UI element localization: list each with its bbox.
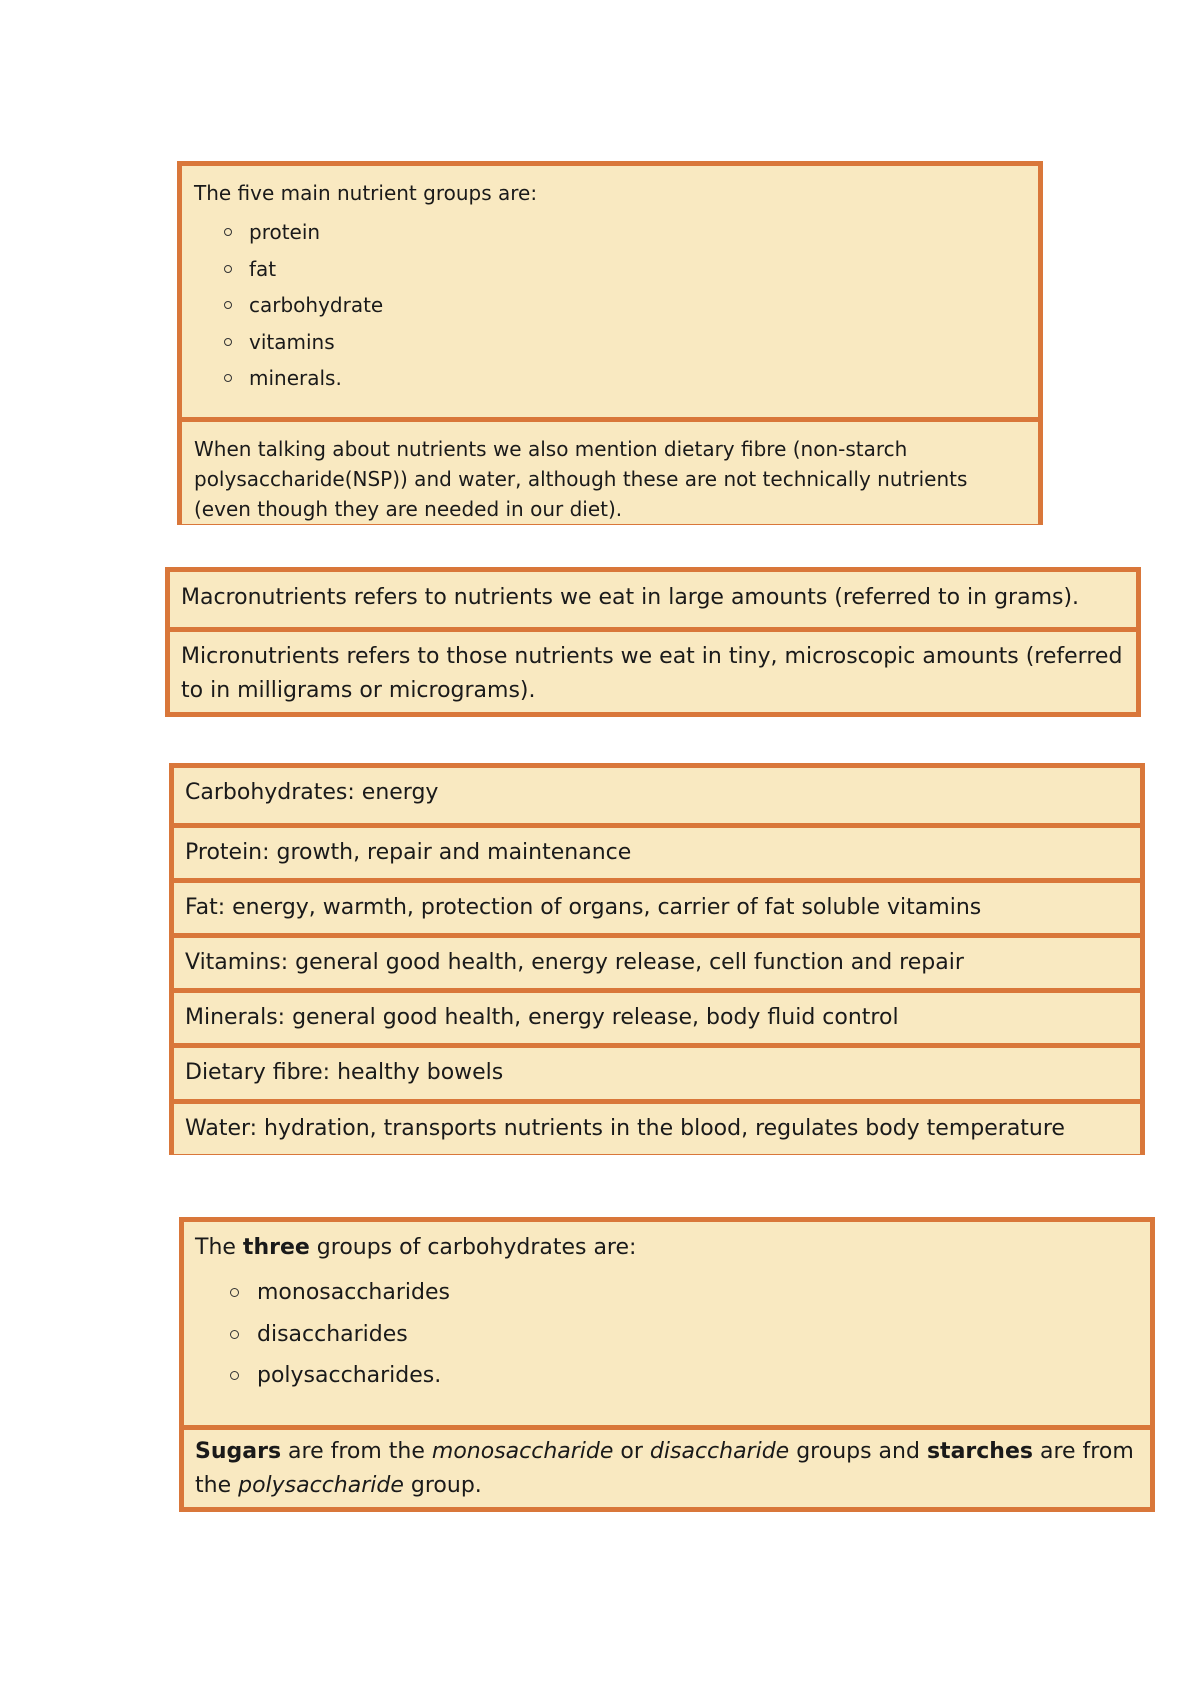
list-item: polysaccharides. (195, 1355, 1139, 1397)
note-text: or (613, 1439, 650, 1464)
sugars-term: Sugars (195, 1439, 282, 1464)
list-item: protein (194, 214, 1026, 251)
carbohydrate-groups-intro (195, 1230, 1139, 1266)
nutrient-groups-list (194, 214, 1026, 397)
note-text: group. (403, 1473, 482, 1498)
macro-micro-box (165, 567, 1141, 717)
carbohydrate-groups-list (195, 1272, 1139, 1397)
macronutrients-text: Macronutrients refers to nutrients we eat in large amounts (referred to in grams). (181, 585, 1080, 610)
polysaccharide-term: polysaccharide (238, 1473, 404, 1498)
intro-text: groups of carbohydrates are: (309, 1235, 637, 1260)
list-item: monosaccharides (195, 1272, 1139, 1314)
function-row: Fat: energy, warmth, protection of organs, carrier of fat soluble vitamins (174, 878, 1140, 933)
note-text: are from the (281, 1439, 432, 1464)
sugars-starches-note (195, 1435, 1139, 1503)
function-row: Minerals: general good health, energy release, body fluid control (174, 988, 1140, 1043)
list-item: fat (194, 251, 1026, 288)
function-row: Vitamins: general good health, energy release, cell function and repair (174, 933, 1140, 988)
list-item: disaccharides (195, 1314, 1139, 1356)
intro-text: The (195, 1235, 243, 1260)
starches-term: starches (926, 1439, 1033, 1464)
macronutrients-cell (170, 572, 1136, 627)
function-row: Dietary fibre: healthy bowels (174, 1043, 1140, 1098)
nutrient-note-cell (182, 417, 1038, 524)
note-text: groups and (789, 1439, 927, 1464)
function-row: Protein: growth, repair and maintenance (174, 823, 1140, 878)
intro-bold: three (242, 1235, 310, 1260)
sugars-starches-cell (184, 1425, 1150, 1503)
micronutrients-cell (170, 627, 1136, 708)
monosaccharide-term: monosaccharide (431, 1439, 614, 1464)
nutrient-note: When talking about nutrients we also mention dietary fibre (non-starch polysaccharide(NSP)) and water, although these are not technically nutrients (even though they are needed in our diet). (194, 437, 968, 521)
list-item: vitamins (194, 324, 1026, 361)
disaccharide-term: disaccharide (649, 1439, 790, 1464)
micronutrients-text: Micronutrients refers to those nutrients we eat in tiny, microscopic amounts (referred to in milligrams or micrograms). (181, 644, 1123, 703)
function-row: Carbohydrates: energy (174, 768, 1140, 823)
carbohydrate-groups-cell (184, 1222, 1150, 1425)
nutrient-functions-box (169, 763, 1145, 1155)
nutrient-groups-intro: The five main nutrient groups are: (194, 181, 538, 205)
list-item: minerals. (194, 360, 1026, 397)
carbohydrate-groups-box (179, 1217, 1155, 1512)
nutrient-groups-cell (182, 166, 1038, 417)
function-row: Water: hydration, transports nutrients in the blood, regulates body temperature (174, 1099, 1140, 1154)
note-text: are from the (195, 1439, 1134, 1498)
nutrient-groups-box (177, 161, 1043, 525)
list-item: carbohydrate (194, 287, 1026, 324)
